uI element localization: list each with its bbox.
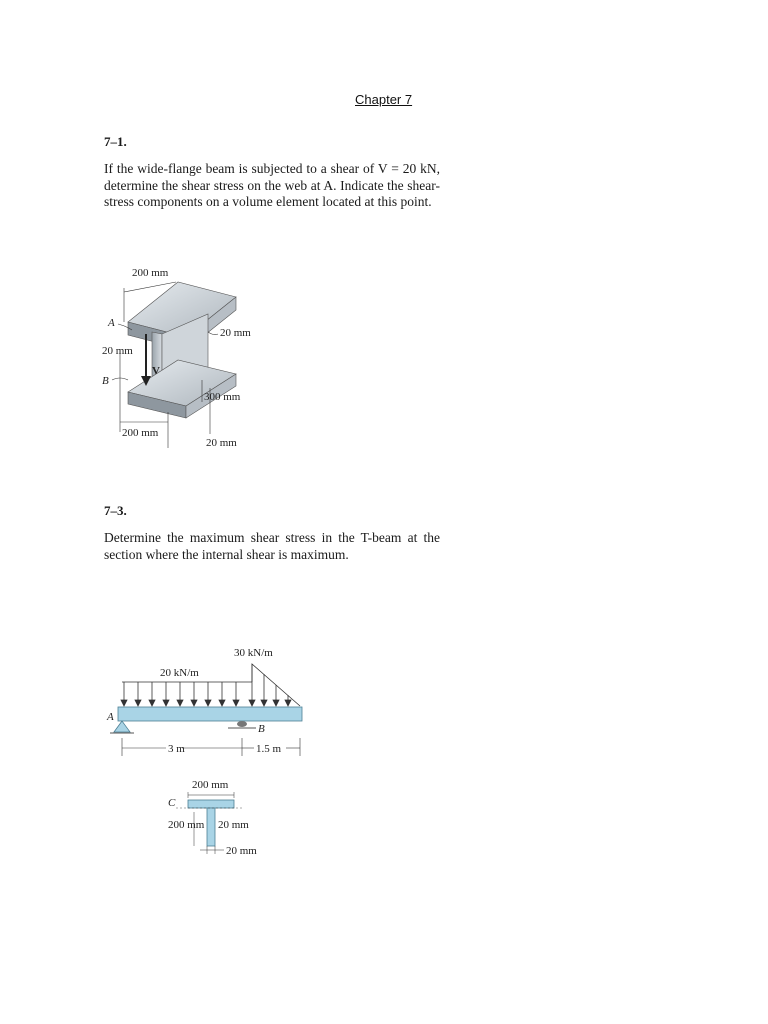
label-flange-thickness-left: 20 mm <box>102 345 133 357</box>
chapter-title: Chapter 7 <box>355 92 413 107</box>
label-point-b: B <box>102 375 109 387</box>
problem-text: If the wide-flange beam is subjected to a shear of V = 20 kN, determine the shear stress on the web at A. Indicate the shear-stress components on a volume element located at this point. <box>104 161 440 209</box>
label-point-a: A <box>108 317 115 329</box>
t-beam-figure <box>104 640 314 865</box>
label-load-peak: 30 kN/m <box>234 647 273 659</box>
wide-flange-beam-figure <box>98 262 280 458</box>
label-support-a: A <box>107 711 114 723</box>
problem-text: Determine the maximum shear stress in the T-beam at the section where the internal shear is maximum. <box>104 530 440 562</box>
label-web-height: 300 mm <box>204 391 241 403</box>
problem-number: 7–3. <box>104 503 127 518</box>
label-web-thickness: 20 mm <box>220 327 251 339</box>
label-span-2: 1.5 m <box>256 743 282 755</box>
label-web-height: 200 mm <box>168 819 205 831</box>
problem-number: 7–1. <box>104 134 127 149</box>
label-centroid-c: C <box>168 797 176 809</box>
label-support-b: B <box>258 723 265 735</box>
t-beam-drawing <box>104 640 314 865</box>
label-bottom-flange-thickness: 20 mm <box>206 437 237 449</box>
label-span-1: 3 m <box>168 743 185 755</box>
label-bottom-width: 200 mm <box>122 427 159 439</box>
wide-flange-beam-drawing <box>98 262 280 458</box>
label-web-thickness: 20 mm <box>218 819 249 831</box>
label-top-width: 200 mm <box>132 267 169 279</box>
label-flange-width: 200 mm <box>192 779 229 791</box>
label-flange-thickness: 20 mm <box>226 845 257 857</box>
label-shear-v: V <box>152 365 160 377</box>
label-load-uniform: 20 kN/m <box>160 667 199 679</box>
